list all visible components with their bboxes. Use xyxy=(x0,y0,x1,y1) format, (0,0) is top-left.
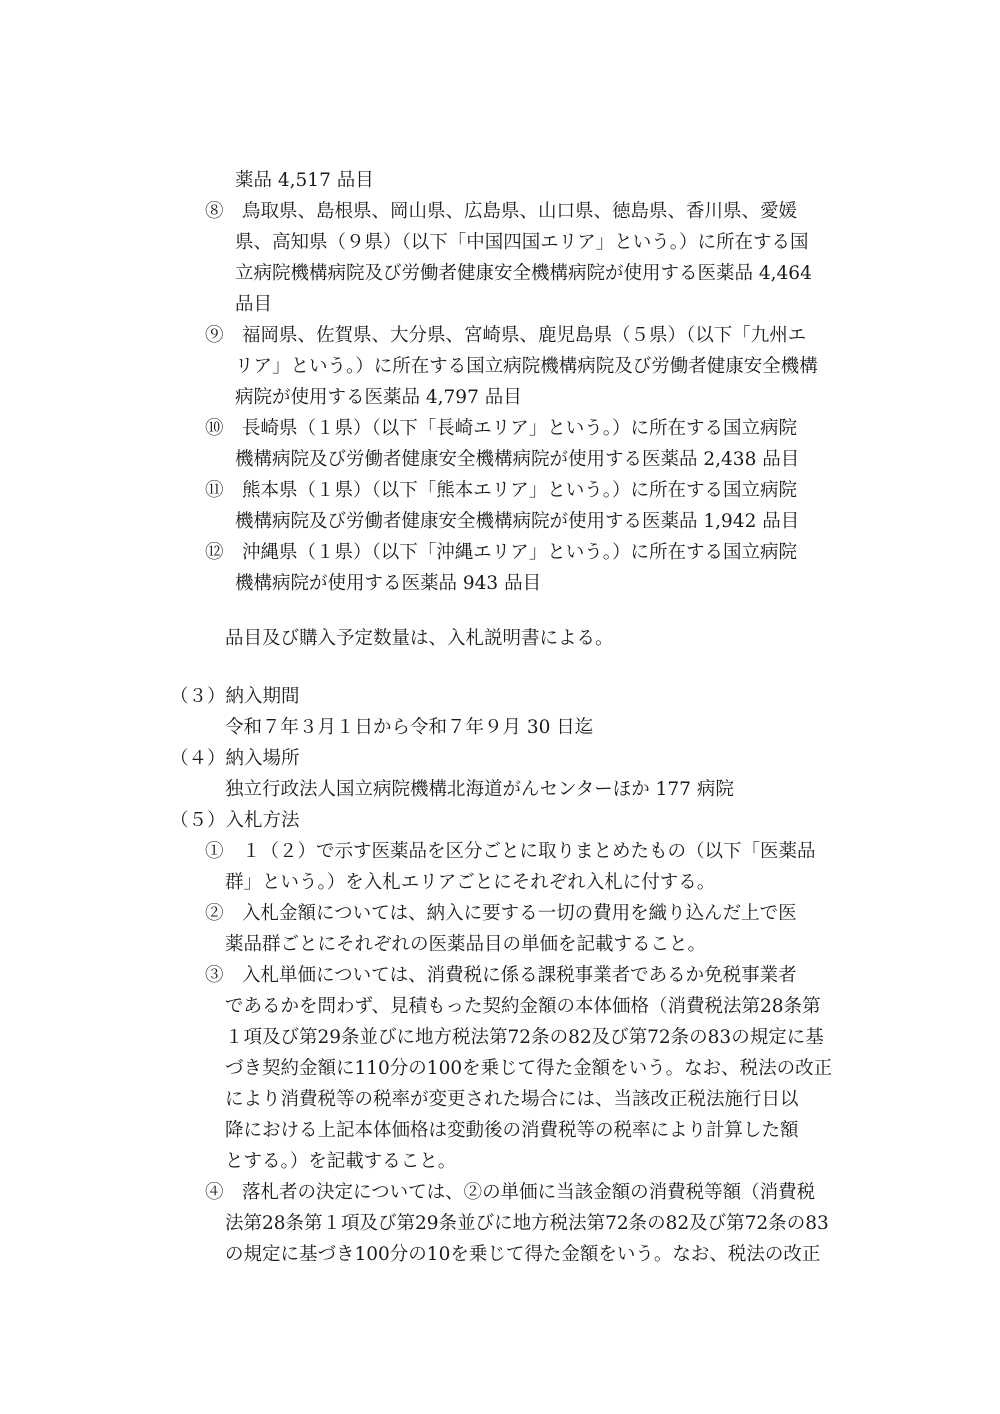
list-item-12: ⑫ 沖縄県（１県）（以下「沖縄エリア」という。）に所在する国立病院 xyxy=(205,542,798,563)
list-item-11: ⑪ 熊本県（１県）（以下「熊本エリア」という。）に所在する国立病院 xyxy=(205,480,798,501)
text-line: であるかを問わず、見積もった契約金額の本体価格（消費税法第28条第 xyxy=(225,996,821,1017)
text-line: とする。）を記載すること。 xyxy=(225,1151,457,1172)
section-heading-4: （４）納入場所 xyxy=(170,748,300,769)
text-line: 群」という。）を入札エリアごとにそれぞれ入札に付する。 xyxy=(225,872,716,893)
list-item-9: ⑨ 福岡県、佐賀県、大分県、宮崎県、鹿児島県（５県）（以下「九州エ xyxy=(205,325,807,346)
text-line: 立病院機構病院及び労働者健康安全機構病院が使用する医薬品 4,464 xyxy=(235,263,812,284)
text-line: により消費税等の税率が変更された場合には、当該改正税法施行日以 xyxy=(225,1089,799,1110)
section-heading-3: （３）納入期間 xyxy=(170,686,300,707)
bid-item-2: ② 入札金額については、納入に要する一切の費用を織り込んだ上で医 xyxy=(205,903,797,924)
text-line: 薬品 4,517 品目 xyxy=(235,170,374,191)
text-line: 降における上記本体価格は変動後の消費税等の税率により計算した額 xyxy=(225,1120,799,1141)
section-heading-5: （５）入札方法 xyxy=(170,810,300,831)
list-item-10: ⑩ 長崎県（１県）（以下「長崎エリア」という。）に所在する国立病院 xyxy=(205,418,798,439)
list-item-8: ⑧ 鳥取県、島根県、岡山県、広島県、山口県、徳島県、香川県、愛媛 xyxy=(205,201,798,222)
text-line: 品目 xyxy=(235,294,273,315)
text-line: １項及び第29条並びに地方税法第72条の82及び第72条の83の規定に基 xyxy=(225,1027,824,1048)
text-line: づき契約金額に110分の100を乗じて得た金額をいう。なお、税法の改正 xyxy=(225,1058,833,1079)
bid-item-3: ③ 入札単価については、消費税に係る課税事業者であるか免税事業者 xyxy=(205,965,797,986)
text-line: リア」という。）に所在する国立病院機構病院及び労働者健康安全機構 xyxy=(235,356,818,377)
text-line: 県、高知県（９県）（以下「中国四国エリア」という。）に所在する国 xyxy=(235,232,809,253)
text-line: 機構病院及び労働者健康安全機構病院が使用する医薬品 1,942 品目 xyxy=(235,511,800,532)
text-line: 病院が使用する医薬品 4,797 品目 xyxy=(235,387,522,408)
delivery-period: 令和７年３月１日から令和７年９月 30 日迄 xyxy=(225,717,594,738)
text-line: 薬品群ごとにそれぞれの医薬品目の単価を記載すること。 xyxy=(225,934,707,955)
text-line: 機構病院及び労働者健康安全機構病院が使用する医薬品 2,438 品目 xyxy=(235,449,800,470)
bid-item-1: ① １（２）で示す医薬品を区分ごとに取りまとめたもの（以下「医薬品 xyxy=(205,841,816,862)
text-line: の規定に基づき100分の10を乗じて得た金額をいう。なお、税法の改正 xyxy=(225,1244,821,1265)
text-line: 機構病院が使用する医薬品 943 品目 xyxy=(235,573,542,594)
bid-item-4: ④ 落札者の決定については、②の単価に当該金額の消費税等額（消費税 xyxy=(205,1182,816,1203)
delivery-place: 独立行政法人国立病院機構北海道がんセンターほか 177 病院 xyxy=(225,779,734,800)
text-line: 法第28条第１項及び第29条並びに地方税法第72条の82及び第72条の83 xyxy=(225,1213,829,1234)
note-paragraph: 品目及び購入予定数量は、入札説明書による。 xyxy=(225,628,614,649)
